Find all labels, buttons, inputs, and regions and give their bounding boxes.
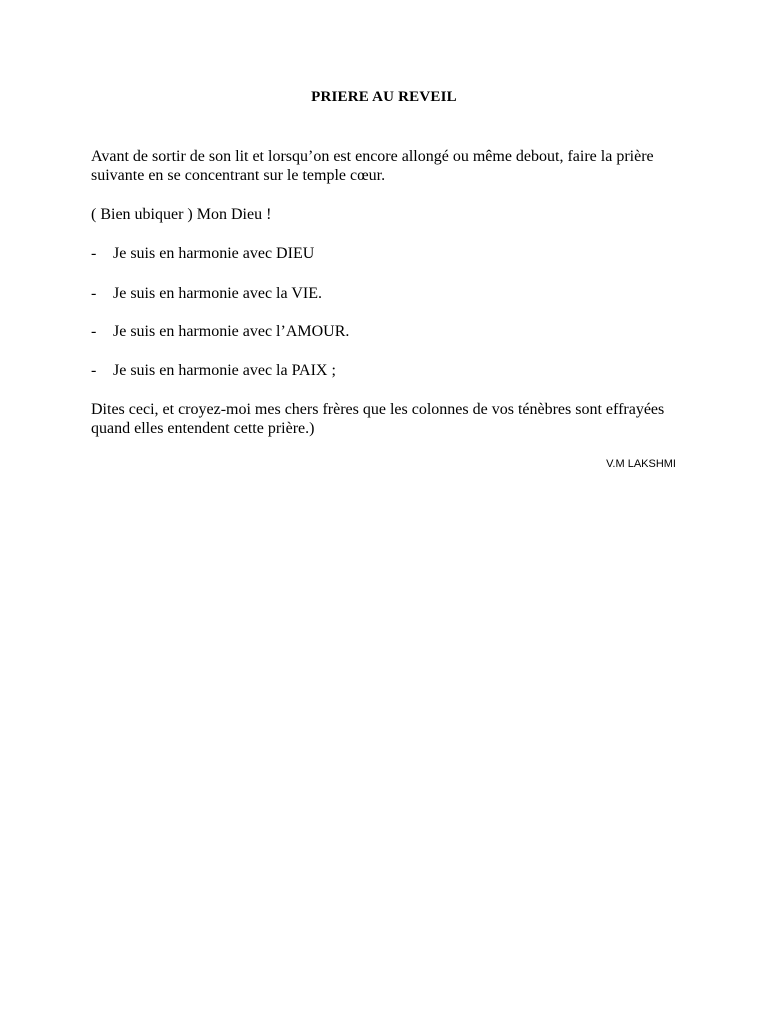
affirmation-text: Je suis en harmonie avec la PAIX ; (113, 362, 336, 379)
affirmation-item (91, 322, 691, 341)
signature: V.M LAKSHMI (606, 458, 676, 470)
list-bullet: - (91, 323, 97, 340)
invocation-line: ( Bien ubiquer ) Mon Dieu ! (91, 206, 272, 223)
document-title: PRIERE AU REVEIL (311, 89, 457, 105)
affirmation-text: Je suis en harmonie avec DIEU (113, 245, 315, 262)
affirmation-item (91, 284, 691, 303)
affirmation-item (91, 244, 691, 263)
list-bullet: - (91, 362, 97, 379)
affirmation-item (91, 361, 691, 380)
affirmation-text: Je suis en harmonie avec l’AMOUR. (113, 323, 350, 340)
list-bullet: - (91, 245, 97, 262)
closing-paragraph: Dites ceci, et croyez-moi mes chers frères que les colonnes de vos ténèbres sont effrayées quand elles entendent cette prière.) (91, 401, 665, 437)
affirmation-text: Je suis en harmonie avec la VIE. (113, 285, 322, 302)
list-bullet: - (91, 285, 97, 302)
intro-paragraph: Avant de sortir de son lit et lorsqu’on est encore allongé ou même debout, faire la prière suivante en se concentrant sur le temple cœur. (91, 148, 654, 184)
